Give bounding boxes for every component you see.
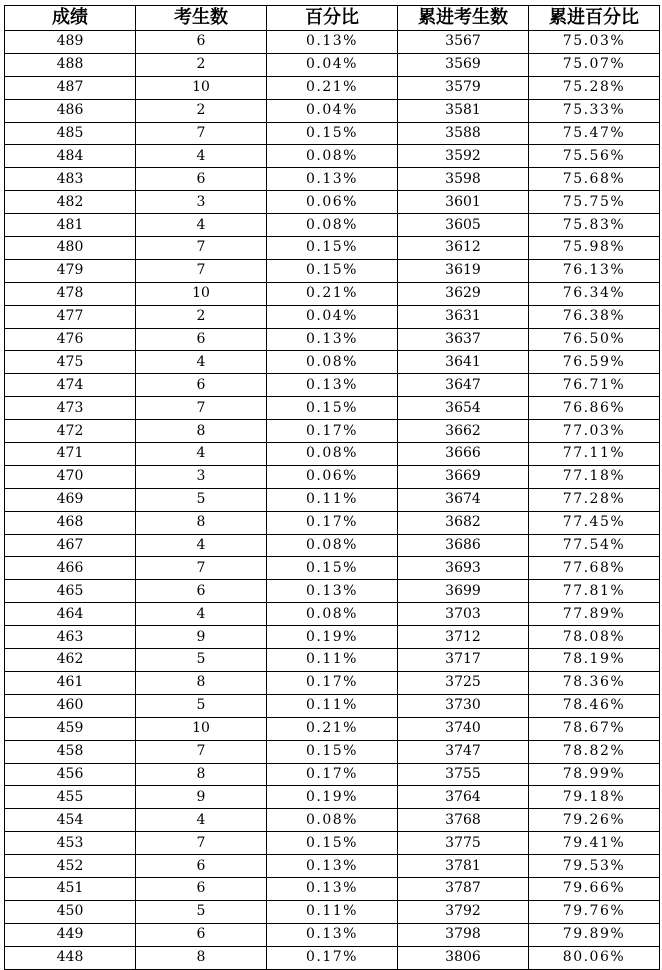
cell-percentage: 0.15% bbox=[267, 237, 398, 260]
cell-candidate-count: 4 bbox=[136, 809, 267, 832]
cell-candidate-count: 4 bbox=[136, 351, 267, 374]
table-row bbox=[5, 351, 660, 374]
cell-candidate-count: 8 bbox=[136, 671, 267, 694]
cell-candidate-count: 4 bbox=[136, 534, 267, 557]
cell-percentage: 0.15% bbox=[267, 122, 398, 145]
cell-percentage: 0.19% bbox=[267, 786, 398, 809]
table-row bbox=[5, 214, 660, 237]
cell-cumulative-percentage: 75.07% bbox=[529, 53, 660, 76]
cell-cumulative-percentage: 77.89% bbox=[529, 603, 660, 626]
cell-candidate-count: 3 bbox=[136, 465, 267, 488]
cell-cumulative-count: 3579 bbox=[398, 76, 529, 99]
table-row bbox=[5, 649, 660, 672]
cell-cumulative-count: 3567 bbox=[398, 31, 529, 54]
cell-candidate-count: 10 bbox=[136, 282, 267, 305]
cell-cumulative-percentage: 77.28% bbox=[529, 488, 660, 511]
cell-percentage: 0.04% bbox=[267, 53, 398, 76]
cell-percentage: 0.13% bbox=[267, 855, 398, 878]
cell-percentage: 0.13% bbox=[267, 328, 398, 351]
table-row bbox=[5, 877, 660, 900]
cell-cumulative-count: 3612 bbox=[398, 237, 529, 260]
cell-score: 484 bbox=[5, 145, 136, 168]
cell-cumulative-percentage: 75.98% bbox=[529, 237, 660, 260]
cell-percentage: 0.13% bbox=[267, 31, 398, 54]
cell-score: 477 bbox=[5, 305, 136, 328]
cell-candidate-count: 7 bbox=[136, 832, 267, 855]
table-row bbox=[5, 832, 660, 855]
cell-cumulative-percentage: 79.41% bbox=[529, 832, 660, 855]
cell-cumulative-percentage: 75.56% bbox=[529, 145, 660, 168]
score-distribution-table bbox=[4, 5, 660, 970]
cell-percentage: 0.08% bbox=[267, 443, 398, 466]
cell-score: 485 bbox=[5, 122, 136, 145]
cell-percentage: 0.13% bbox=[267, 168, 398, 191]
table-row bbox=[5, 191, 660, 214]
cell-score: 475 bbox=[5, 351, 136, 374]
cell-candidate-count: 6 bbox=[136, 877, 267, 900]
cell-percentage: 0.13% bbox=[267, 877, 398, 900]
cell-cumulative-percentage: 77.45% bbox=[529, 511, 660, 534]
cell-percentage: 0.21% bbox=[267, 717, 398, 740]
cell-candidate-count: 7 bbox=[136, 259, 267, 282]
cell-percentage: 0.08% bbox=[267, 809, 398, 832]
cell-score: 465 bbox=[5, 580, 136, 603]
cell-score: 453 bbox=[5, 832, 136, 855]
table-row bbox=[5, 900, 660, 923]
cell-score: 464 bbox=[5, 603, 136, 626]
cell-cumulative-percentage: 76.50% bbox=[529, 328, 660, 351]
cell-score: 448 bbox=[5, 946, 136, 969]
cell-percentage: 0.17% bbox=[267, 671, 398, 694]
cell-cumulative-count: 3686 bbox=[398, 534, 529, 557]
table-row bbox=[5, 946, 660, 969]
cell-cumulative-percentage: 75.03% bbox=[529, 31, 660, 54]
cell-candidate-count: 4 bbox=[136, 214, 267, 237]
cell-candidate-count: 6 bbox=[136, 168, 267, 191]
cell-cumulative-percentage: 78.36% bbox=[529, 671, 660, 694]
cell-cumulative-count: 3669 bbox=[398, 465, 529, 488]
cell-cumulative-percentage: 77.81% bbox=[529, 580, 660, 603]
table-row bbox=[5, 328, 660, 351]
cell-cumulative-percentage: 77.03% bbox=[529, 420, 660, 443]
cell-cumulative-count: 3747 bbox=[398, 740, 529, 763]
cell-cumulative-percentage: 77.54% bbox=[529, 534, 660, 557]
cell-score: 467 bbox=[5, 534, 136, 557]
cell-candidate-count: 8 bbox=[136, 420, 267, 443]
cell-score: 486 bbox=[5, 99, 136, 122]
table-row bbox=[5, 99, 660, 122]
cell-score: 483 bbox=[5, 168, 136, 191]
cell-candidate-count: 5 bbox=[136, 649, 267, 672]
cell-percentage: 0.08% bbox=[267, 351, 398, 374]
cell-percentage: 0.06% bbox=[267, 191, 398, 214]
cell-score: 449 bbox=[5, 923, 136, 946]
cell-percentage: 0.08% bbox=[267, 145, 398, 168]
cell-cumulative-percentage: 78.99% bbox=[529, 763, 660, 786]
table-row bbox=[5, 786, 660, 809]
cell-cumulative-percentage: 79.18% bbox=[529, 786, 660, 809]
cell-percentage: 0.08% bbox=[267, 603, 398, 626]
cell-score: 450 bbox=[5, 900, 136, 923]
cell-score: 488 bbox=[5, 53, 136, 76]
cell-cumulative-percentage: 77.11% bbox=[529, 443, 660, 466]
table-row bbox=[5, 809, 660, 832]
cell-cumulative-count: 3775 bbox=[398, 832, 529, 855]
cell-candidate-count: 4 bbox=[136, 603, 267, 626]
cell-percentage: 0.17% bbox=[267, 511, 398, 534]
cell-candidate-count: 6 bbox=[136, 328, 267, 351]
cell-cumulative-count: 3619 bbox=[398, 259, 529, 282]
cell-cumulative-count: 3631 bbox=[398, 305, 529, 328]
header-cumulative-percentage: 累进百分比 bbox=[529, 6, 660, 31]
cell-score: 480 bbox=[5, 237, 136, 260]
cell-cumulative-percentage: 75.28% bbox=[529, 76, 660, 99]
table-row bbox=[5, 534, 660, 557]
cell-percentage: 0.15% bbox=[267, 259, 398, 282]
cell-score: 489 bbox=[5, 31, 136, 54]
cell-candidate-count: 7 bbox=[136, 740, 267, 763]
cell-score: 460 bbox=[5, 694, 136, 717]
cell-score: 473 bbox=[5, 397, 136, 420]
cell-percentage: 0.04% bbox=[267, 99, 398, 122]
table-row bbox=[5, 145, 660, 168]
cell-cumulative-count: 3730 bbox=[398, 694, 529, 717]
cell-cumulative-count: 3598 bbox=[398, 168, 529, 191]
cell-cumulative-percentage: 75.83% bbox=[529, 214, 660, 237]
cell-cumulative-percentage: 77.18% bbox=[529, 465, 660, 488]
cell-score: 474 bbox=[5, 374, 136, 397]
cell-score: 466 bbox=[5, 557, 136, 580]
cell-candidate-count: 7 bbox=[136, 557, 267, 580]
cell-cumulative-percentage: 76.34% bbox=[529, 282, 660, 305]
cell-cumulative-percentage: 75.68% bbox=[529, 168, 660, 191]
cell-candidate-count: 7 bbox=[136, 237, 267, 260]
cell-candidate-count: 3 bbox=[136, 191, 267, 214]
table-row bbox=[5, 53, 660, 76]
cell-percentage: 0.17% bbox=[267, 420, 398, 443]
cell-cumulative-count: 3764 bbox=[398, 786, 529, 809]
cell-percentage: 0.08% bbox=[267, 214, 398, 237]
cell-cumulative-count: 3717 bbox=[398, 649, 529, 672]
cell-percentage: 0.21% bbox=[267, 76, 398, 99]
cell-candidate-count: 2 bbox=[136, 305, 267, 328]
cell-cumulative-percentage: 78.67% bbox=[529, 717, 660, 740]
cell-cumulative-count: 3682 bbox=[398, 511, 529, 534]
cell-cumulative-count: 3637 bbox=[398, 328, 529, 351]
header-cumulative-count: 累进考生数 bbox=[398, 6, 529, 31]
table-row bbox=[5, 397, 660, 420]
cell-score: 478 bbox=[5, 282, 136, 305]
cell-score: 470 bbox=[5, 465, 136, 488]
table-row bbox=[5, 923, 660, 946]
cell-cumulative-count: 3798 bbox=[398, 923, 529, 946]
cell-cumulative-percentage: 76.71% bbox=[529, 374, 660, 397]
cell-cumulative-count: 3693 bbox=[398, 557, 529, 580]
cell-cumulative-percentage: 79.26% bbox=[529, 809, 660, 832]
table-row bbox=[5, 557, 660, 580]
cell-cumulative-percentage: 80.06% bbox=[529, 946, 660, 969]
cell-cumulative-count: 3755 bbox=[398, 763, 529, 786]
cell-cumulative-count: 3601 bbox=[398, 191, 529, 214]
cell-score: 469 bbox=[5, 488, 136, 511]
table-header bbox=[5, 6, 660, 31]
cell-cumulative-count: 3605 bbox=[398, 214, 529, 237]
cell-score: 468 bbox=[5, 511, 136, 534]
cell-candidate-count: 5 bbox=[136, 488, 267, 511]
cell-cumulative-percentage: 76.59% bbox=[529, 351, 660, 374]
cell-cumulative-percentage: 79.66% bbox=[529, 877, 660, 900]
cell-candidate-count: 8 bbox=[136, 946, 267, 969]
table-row bbox=[5, 443, 660, 466]
table-row bbox=[5, 259, 660, 282]
cell-cumulative-count: 3641 bbox=[398, 351, 529, 374]
cell-candidate-count: 6 bbox=[136, 923, 267, 946]
cell-percentage: 0.15% bbox=[267, 832, 398, 855]
cell-score: 459 bbox=[5, 717, 136, 740]
cell-cumulative-count: 3787 bbox=[398, 877, 529, 900]
table-row bbox=[5, 511, 660, 534]
cell-candidate-count: 6 bbox=[136, 31, 267, 54]
table-row bbox=[5, 763, 660, 786]
cell-cumulative-percentage: 76.38% bbox=[529, 305, 660, 328]
cell-percentage: 0.13% bbox=[267, 923, 398, 946]
cell-cumulative-count: 3662 bbox=[398, 420, 529, 443]
cell-candidate-count: 2 bbox=[136, 53, 267, 76]
cell-cumulative-count: 3569 bbox=[398, 53, 529, 76]
cell-cumulative-count: 3674 bbox=[398, 488, 529, 511]
cell-cumulative-percentage: 75.33% bbox=[529, 99, 660, 122]
table-row bbox=[5, 420, 660, 443]
cell-candidate-count: 6 bbox=[136, 580, 267, 603]
table-row bbox=[5, 374, 660, 397]
cell-candidate-count: 4 bbox=[136, 443, 267, 466]
cell-cumulative-percentage: 75.75% bbox=[529, 191, 660, 214]
table-row bbox=[5, 168, 660, 191]
cell-percentage: 0.13% bbox=[267, 374, 398, 397]
cell-cumulative-count: 3712 bbox=[398, 626, 529, 649]
cell-percentage: 0.04% bbox=[267, 305, 398, 328]
cell-score: 462 bbox=[5, 649, 136, 672]
table-row bbox=[5, 488, 660, 511]
cell-score: 487 bbox=[5, 76, 136, 99]
cell-cumulative-percentage: 76.13% bbox=[529, 259, 660, 282]
cell-score: 461 bbox=[5, 671, 136, 694]
cell-cumulative-count: 3740 bbox=[398, 717, 529, 740]
cell-cumulative-count: 3654 bbox=[398, 397, 529, 420]
cell-score: 456 bbox=[5, 763, 136, 786]
cell-percentage: 0.11% bbox=[267, 900, 398, 923]
cell-percentage: 0.17% bbox=[267, 763, 398, 786]
cell-cumulative-count: 3588 bbox=[398, 122, 529, 145]
cell-cumulative-percentage: 77.68% bbox=[529, 557, 660, 580]
cell-candidate-count: 7 bbox=[136, 122, 267, 145]
cell-cumulative-count: 3806 bbox=[398, 946, 529, 969]
table-row bbox=[5, 282, 660, 305]
cell-score: 482 bbox=[5, 191, 136, 214]
cell-score: 451 bbox=[5, 877, 136, 900]
table-row bbox=[5, 122, 660, 145]
header-row bbox=[5, 6, 660, 31]
cell-score: 454 bbox=[5, 809, 136, 832]
cell-cumulative-count: 3792 bbox=[398, 900, 529, 923]
table-row bbox=[5, 855, 660, 878]
table-row bbox=[5, 694, 660, 717]
cell-cumulative-count: 3666 bbox=[398, 443, 529, 466]
cell-cumulative-percentage: 78.82% bbox=[529, 740, 660, 763]
table-row bbox=[5, 626, 660, 649]
table-row bbox=[5, 76, 660, 99]
cell-cumulative-percentage: 79.53% bbox=[529, 855, 660, 878]
table-row bbox=[5, 237, 660, 260]
table-row bbox=[5, 305, 660, 328]
cell-candidate-count: 4 bbox=[136, 145, 267, 168]
cell-candidate-count: 2 bbox=[136, 99, 267, 122]
cell-cumulative-percentage: 75.47% bbox=[529, 122, 660, 145]
table-row bbox=[5, 717, 660, 740]
cell-candidate-count: 6 bbox=[136, 374, 267, 397]
cell-score: 452 bbox=[5, 855, 136, 878]
cell-score: 479 bbox=[5, 259, 136, 282]
cell-score: 463 bbox=[5, 626, 136, 649]
cell-percentage: 0.21% bbox=[267, 282, 398, 305]
cell-candidate-count: 10 bbox=[136, 717, 267, 740]
header-score: 成绩 bbox=[5, 6, 136, 31]
cell-percentage: 0.19% bbox=[267, 626, 398, 649]
cell-candidate-count: 9 bbox=[136, 626, 267, 649]
cell-candidate-count: 5 bbox=[136, 900, 267, 923]
cell-percentage: 0.11% bbox=[267, 694, 398, 717]
cell-candidate-count: 8 bbox=[136, 763, 267, 786]
cell-percentage: 0.11% bbox=[267, 488, 398, 511]
cell-score: 481 bbox=[5, 214, 136, 237]
cell-candidate-count: 8 bbox=[136, 511, 267, 534]
cell-percentage: 0.11% bbox=[267, 649, 398, 672]
cell-percentage: 0.15% bbox=[267, 740, 398, 763]
cell-cumulative-count: 3703 bbox=[398, 603, 529, 626]
cell-percentage: 0.08% bbox=[267, 534, 398, 557]
cell-cumulative-percentage: 79.76% bbox=[529, 900, 660, 923]
cell-cumulative-count: 3768 bbox=[398, 809, 529, 832]
table-row bbox=[5, 580, 660, 603]
table-row bbox=[5, 603, 660, 626]
cell-cumulative-percentage: 78.19% bbox=[529, 649, 660, 672]
cell-cumulative-percentage: 78.46% bbox=[529, 694, 660, 717]
cell-percentage: 0.15% bbox=[267, 557, 398, 580]
cell-cumulative-count: 3581 bbox=[398, 99, 529, 122]
table-row bbox=[5, 31, 660, 54]
header-percentage: 百分比 bbox=[267, 6, 398, 31]
cell-cumulative-count: 3699 bbox=[398, 580, 529, 603]
table-row bbox=[5, 465, 660, 488]
cell-percentage: 0.15% bbox=[267, 397, 398, 420]
cell-score: 476 bbox=[5, 328, 136, 351]
cell-percentage: 0.17% bbox=[267, 946, 398, 969]
header-candidate-count: 考生数 bbox=[136, 6, 267, 31]
cell-candidate-count: 9 bbox=[136, 786, 267, 809]
cell-score: 472 bbox=[5, 420, 136, 443]
cell-candidate-count: 10 bbox=[136, 76, 267, 99]
table-body bbox=[5, 31, 660, 970]
cell-percentage: 0.06% bbox=[267, 465, 398, 488]
table-row bbox=[5, 671, 660, 694]
cell-candidate-count: 6 bbox=[136, 855, 267, 878]
cell-candidate-count: 7 bbox=[136, 397, 267, 420]
cell-cumulative-percentage: 76.86% bbox=[529, 397, 660, 420]
cell-cumulative-count: 3781 bbox=[398, 855, 529, 878]
cell-candidate-count: 5 bbox=[136, 694, 267, 717]
table-row bbox=[5, 740, 660, 763]
cell-cumulative-count: 3629 bbox=[398, 282, 529, 305]
cell-score: 471 bbox=[5, 443, 136, 466]
cell-cumulative-count: 3647 bbox=[398, 374, 529, 397]
cell-percentage: 0.13% bbox=[267, 580, 398, 603]
cell-score: 458 bbox=[5, 740, 136, 763]
cell-cumulative-percentage: 78.08% bbox=[529, 626, 660, 649]
cell-score: 455 bbox=[5, 786, 136, 809]
cell-cumulative-percentage: 79.89% bbox=[529, 923, 660, 946]
cell-cumulative-count: 3592 bbox=[398, 145, 529, 168]
cell-cumulative-count: 3725 bbox=[398, 671, 529, 694]
